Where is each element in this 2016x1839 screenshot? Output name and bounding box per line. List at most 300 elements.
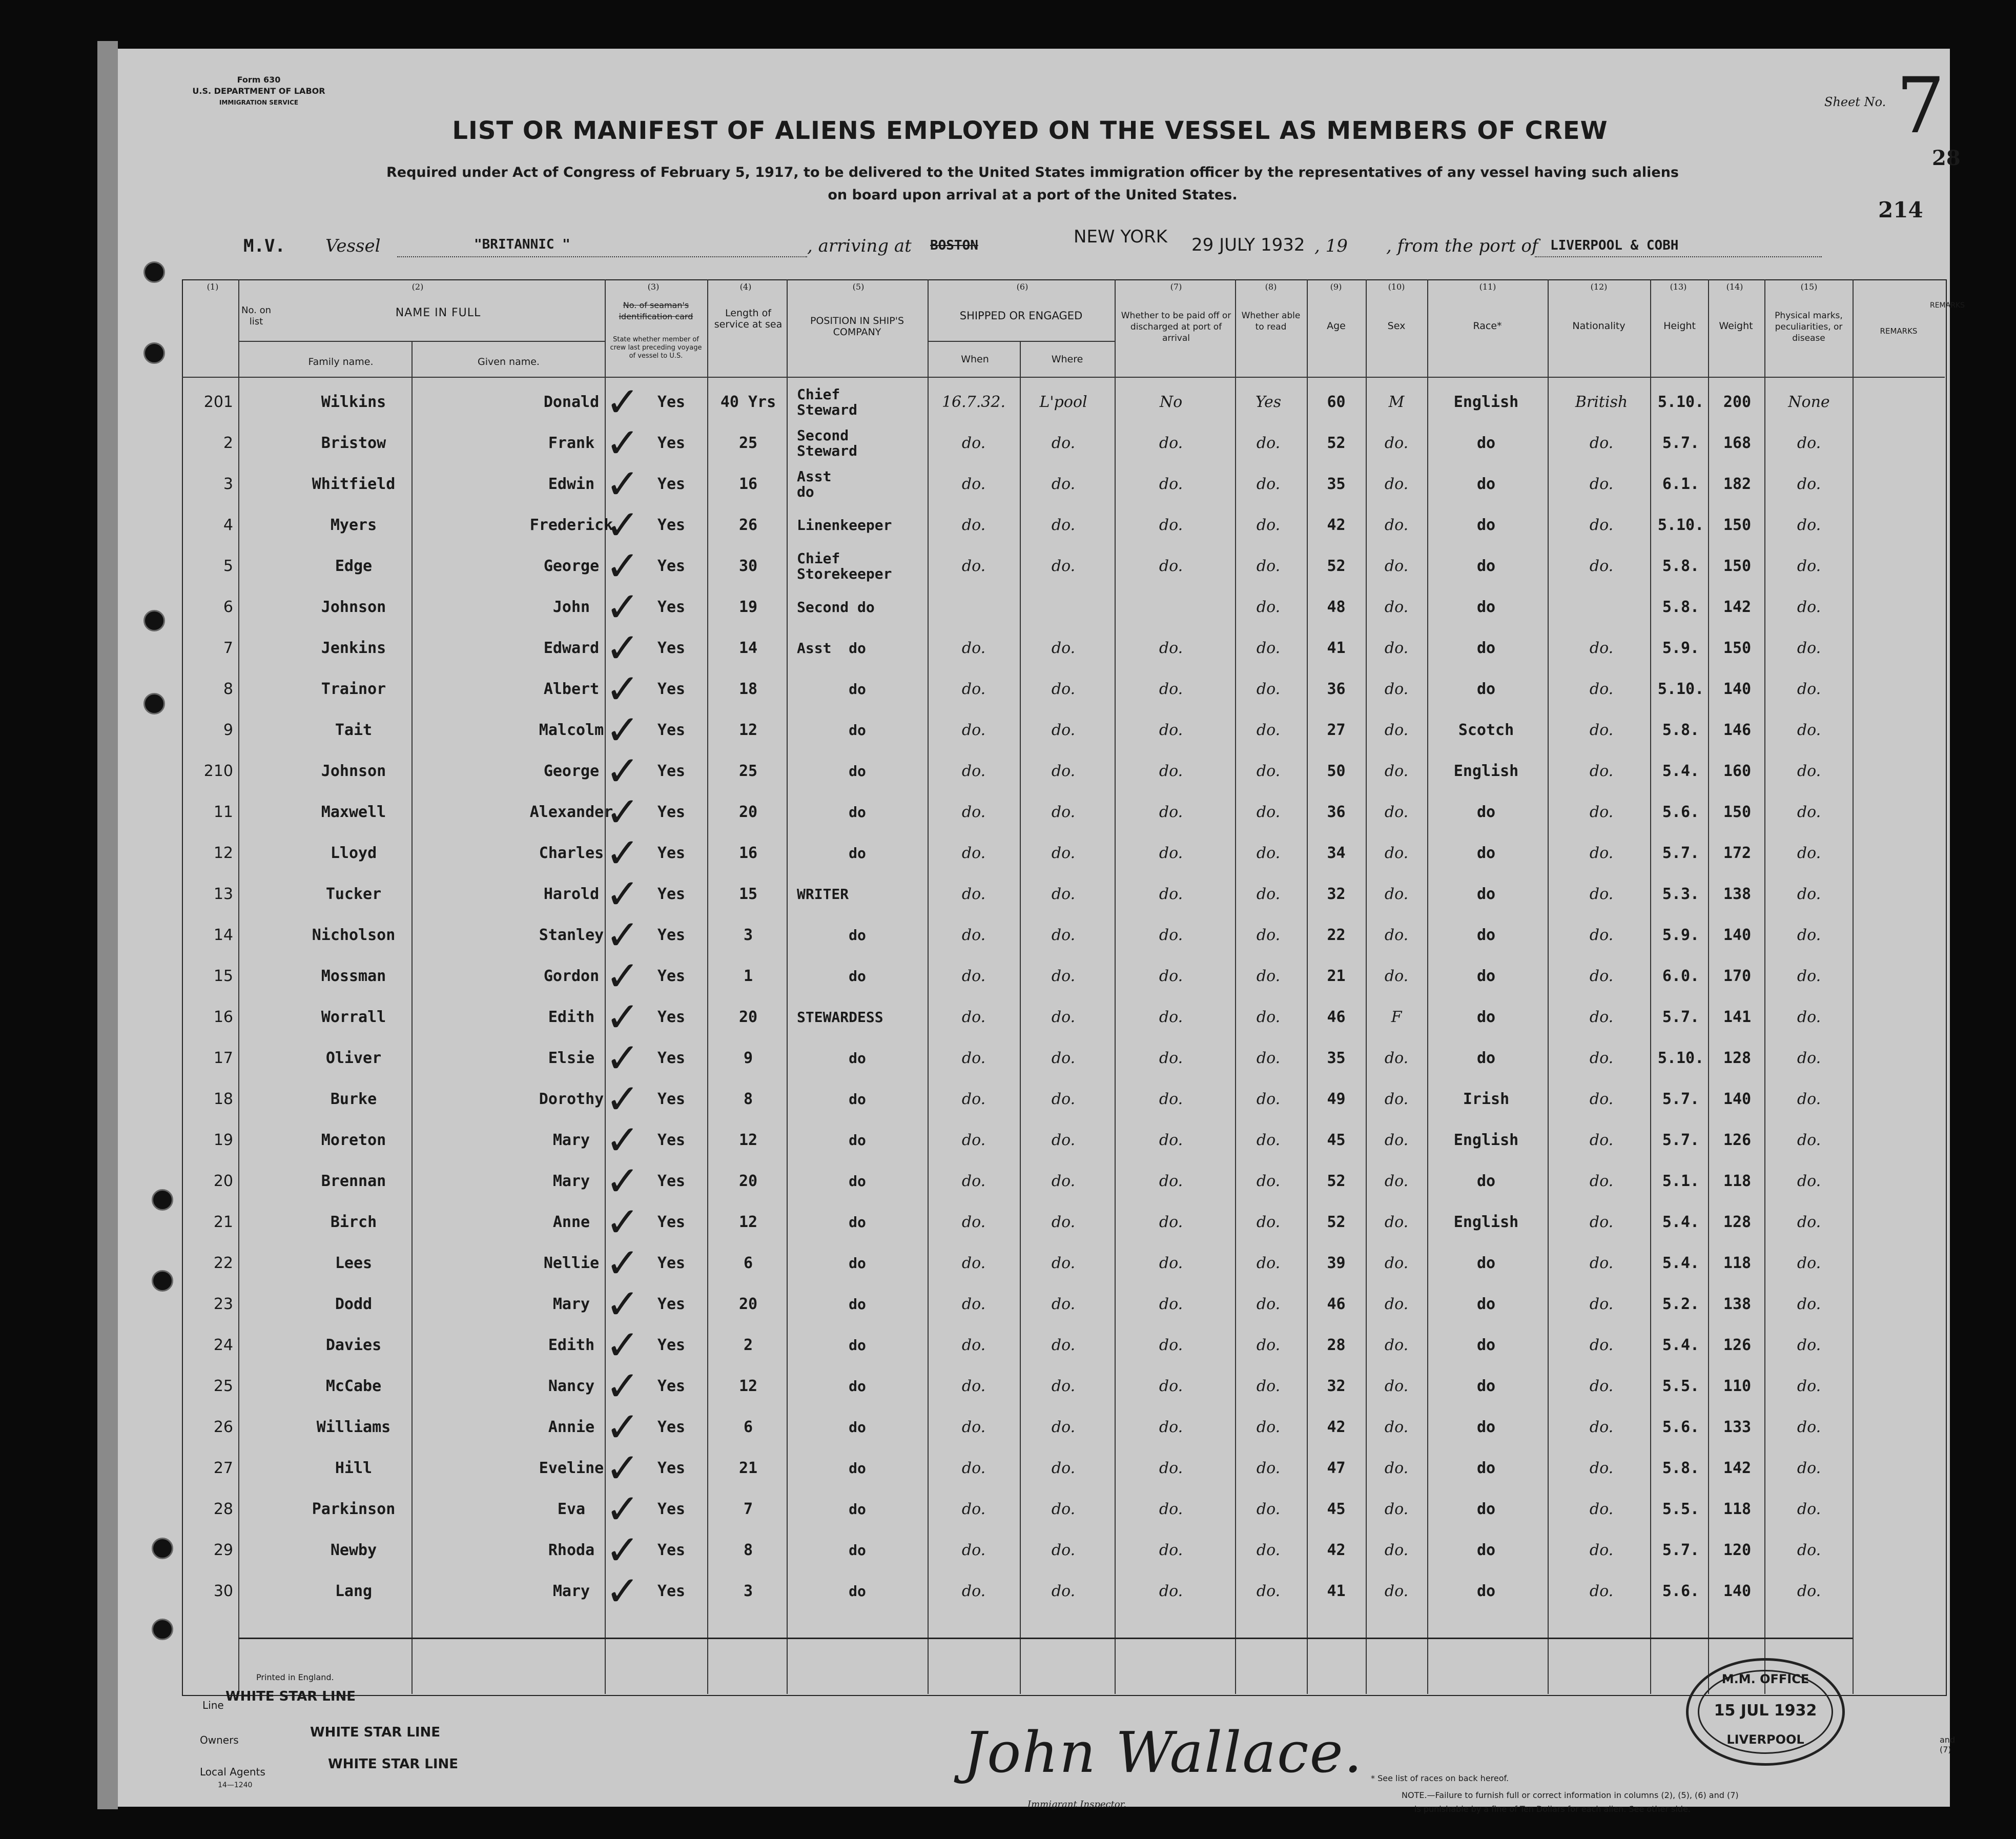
form-number: Form 630 (237, 75, 281, 85)
length-of-service: 25 (738, 762, 758, 780)
engaged-where: do. (1051, 639, 1076, 657)
row-number: 4 (223, 516, 233, 534)
table-row (110, 1444, 1950, 1494)
family-name: Johnson (321, 598, 386, 616)
table-row (110, 419, 1950, 469)
row-number: 17 (213, 1049, 233, 1067)
nationality: do. (1589, 844, 1614, 862)
sex: do. (1384, 1418, 1409, 1436)
nationality: do. (1589, 885, 1614, 903)
binder-hole (143, 342, 165, 364)
row-number: 6 (223, 598, 233, 616)
weight: 128 (1723, 1049, 1752, 1067)
age: 50 (1327, 762, 1346, 780)
age: 28 (1327, 1336, 1346, 1354)
table-row (110, 1157, 1950, 1207)
engaged-where: do. (1051, 1090, 1076, 1108)
age: 36 (1327, 680, 1346, 698)
check-mark-icon: ✓ (605, 1444, 640, 1492)
row-number: 11 (213, 803, 233, 821)
previous-voyage: Yes (657, 639, 686, 657)
header-given-name: Given name. (478, 356, 540, 367)
previous-voyage: Yes (657, 1418, 686, 1436)
able-to-read: do. (1256, 721, 1281, 739)
col-num-8: (8) (1265, 282, 1277, 292)
sex: do. (1384, 1459, 1409, 1477)
sex: do. (1384, 516, 1409, 534)
engaged-when: do. (961, 803, 986, 821)
height: 5.7. (1662, 1008, 1700, 1026)
sex: F (1391, 1008, 1402, 1026)
check-mark-icon: ✓ (605, 952, 640, 1000)
weight: 128 (1723, 1213, 1752, 1231)
previous-voyage: Yes (657, 967, 686, 985)
col-num-9: (9) (1330, 282, 1342, 292)
header-bottom-rule (182, 377, 1945, 378)
nationality: do. (1589, 1336, 1614, 1354)
paid-off: do. (1159, 1459, 1183, 1477)
table-row (110, 460, 1950, 510)
height: 5.3. (1662, 885, 1700, 903)
ship-position: do (797, 1173, 866, 1190)
physical-marks: do. (1797, 1213, 1821, 1231)
engaged-when: do. (961, 721, 986, 739)
page-title: LIST OR MANIFEST OF ALIENS EMPLOYED ON THE VESSEL AS MEMBERS OF CREW (452, 116, 1608, 145)
age: 45 (1327, 1500, 1346, 1518)
weight: 140 (1723, 926, 1752, 944)
check-mark-icon: ✓ (605, 1280, 640, 1328)
sex: M (1388, 393, 1405, 411)
family-name: Wilkins (321, 393, 386, 411)
binder-hole (152, 1538, 173, 1559)
engaged-when: do. (961, 762, 986, 780)
able-to-read: do. (1256, 1295, 1281, 1313)
physical-marks: do. (1797, 721, 1821, 739)
engaged-where: do. (1051, 1131, 1076, 1149)
col-num-2: (2) (412, 282, 424, 292)
race: do (1476, 1008, 1496, 1026)
weight: 142 (1723, 1459, 1752, 1477)
engaged-when: do. (961, 434, 986, 452)
check-mark-icon: ✓ (605, 665, 640, 713)
table-row (110, 747, 1950, 797)
physical-marks: do. (1797, 1090, 1821, 1108)
race: Irish (1463, 1090, 1510, 1108)
weight: 126 (1723, 1131, 1752, 1149)
table-row (110, 1280, 1950, 1330)
given-name: Harold (543, 885, 600, 903)
weight: 172 (1723, 844, 1752, 862)
able-to-read: do. (1256, 1090, 1281, 1108)
physical-marks: do. (1797, 639, 1821, 657)
ship-position: do (797, 763, 866, 780)
given-name: Nancy (548, 1377, 595, 1395)
sheet-number: 7 (1896, 62, 1945, 151)
paid-off: do. (1159, 1418, 1183, 1436)
row-number: 26 (213, 1418, 233, 1436)
race: do (1476, 1172, 1496, 1190)
check-mark-icon: ✓ (605, 1116, 640, 1164)
table-row (110, 1485, 1950, 1535)
previous-voyage: Yes (657, 1541, 686, 1559)
physical-marks: do. (1797, 926, 1821, 944)
previous-voyage: Yes (657, 1377, 686, 1395)
height: 5.10. (1657, 680, 1704, 698)
table-row (110, 1526, 1950, 1576)
height: 5.10. (1657, 393, 1704, 411)
check-mark-icon: ✓ (605, 911, 640, 959)
table-row (110, 952, 1950, 1002)
arriving-struck: BOSTON (930, 238, 978, 253)
physical-marks: do. (1797, 434, 1821, 452)
col-num-3: (3) (647, 282, 660, 292)
physical-marks: do. (1797, 844, 1821, 862)
row-number: 5 (223, 557, 233, 575)
previous-voyage: Yes (657, 475, 686, 493)
given-name: Frank (548, 434, 595, 452)
owners-value: WHITE STAR LINE (310, 1725, 441, 1740)
check-mark-icon: ✓ (605, 829, 640, 877)
previous-voyage: Yes (657, 721, 686, 739)
family-name: Edge (335, 557, 373, 575)
ship-position: STEWARDESS (797, 1009, 883, 1026)
nationality: do. (1589, 475, 1614, 493)
previous-voyage: Yes (657, 1582, 686, 1600)
nationality: do. (1589, 926, 1614, 944)
engaged-where: do. (1051, 1295, 1076, 1313)
given-name: George (543, 557, 600, 575)
family-name: Davies (325, 1336, 382, 1354)
stamp-bottom-text: LIVERPOOL (1726, 1732, 1804, 1747)
height: 6.1. (1662, 475, 1700, 493)
physical-marks: do. (1797, 1254, 1821, 1272)
ship-position: do (797, 1255, 866, 1272)
family-name: Burke (330, 1090, 377, 1108)
sex: do. (1384, 1541, 1409, 1559)
physical-marks: do. (1797, 1582, 1821, 1600)
vessel-line (243, 227, 1832, 261)
given-name: George (543, 762, 600, 780)
able-to-read: do. (1256, 1213, 1281, 1231)
table-row (110, 911, 1950, 961)
previous-voyage: Yes (657, 1213, 686, 1231)
given-name: Stanley (539, 926, 604, 944)
col-num-1: (1) (207, 282, 219, 292)
ship-position: do (797, 1337, 866, 1354)
length-of-service: 20 (738, 1172, 758, 1190)
able-to-read: do. (1256, 885, 1281, 903)
subtitle-line-2: on board upon arrival at a port of the United States. (828, 187, 1238, 203)
able-to-read: do. (1256, 1254, 1281, 1272)
weight: 150 (1723, 557, 1752, 575)
length-of-service: 20 (738, 1008, 758, 1026)
engaged-when: do. (961, 1541, 986, 1559)
col-num-11: (11) (1479, 282, 1496, 292)
race: do (1476, 1582, 1496, 1600)
sheet-label: Sheet No. (1824, 95, 1886, 109)
height: 5.4. (1662, 1336, 1700, 1354)
nationality: do. (1589, 639, 1614, 657)
ship-position: Second Steward (797, 427, 858, 459)
table-row (110, 665, 1950, 715)
race: do (1476, 1418, 1496, 1436)
family-name: McCabe (325, 1377, 382, 1395)
given-name: Nellie (543, 1254, 600, 1272)
check-mark-icon: ✓ (605, 583, 640, 631)
length-of-service: 16 (738, 844, 758, 862)
engaged-when: do. (961, 1500, 986, 1518)
length-of-service: 8 (743, 1541, 753, 1559)
paid-off: do. (1159, 1582, 1183, 1600)
physical-marks: do. (1797, 1541, 1821, 1559)
binder-hole (143, 261, 165, 283)
family-name: Lees (335, 1254, 373, 1272)
given-name: Edwin (548, 475, 595, 493)
col-num-15: (15) (1800, 282, 1818, 292)
age: 48 (1327, 598, 1346, 616)
age: 42 (1327, 1418, 1346, 1436)
weight: 170 (1723, 967, 1752, 985)
paid-off: do. (1159, 762, 1183, 780)
height: 5.9. (1662, 926, 1700, 944)
row-number: 210 (203, 762, 233, 780)
previous-voyage: Yes (657, 516, 686, 534)
nationality: do. (1589, 803, 1614, 821)
nationality: do. (1589, 434, 1614, 452)
given-name: Malcolm (539, 721, 604, 739)
length-of-service: 9 (743, 1049, 753, 1067)
previous-voyage: Yes (657, 393, 686, 411)
sex: do. (1384, 844, 1409, 862)
sex: do. (1384, 1295, 1409, 1313)
weight: 110 (1723, 1377, 1752, 1395)
age: 52 (1327, 434, 1346, 452)
able-to-read: do. (1256, 1172, 1281, 1190)
given-name: Mary (552, 1582, 590, 1600)
able-to-read: do. (1256, 434, 1281, 452)
physical-marks: do. (1797, 762, 1821, 780)
given-name: Gordon (543, 967, 600, 985)
length-of-service: 8 (743, 1090, 753, 1108)
engaged-where: do. (1051, 885, 1076, 903)
length-of-service: 18 (738, 680, 758, 698)
sex: do. (1384, 803, 1409, 821)
ship-position: do (797, 845, 866, 862)
table-row (110, 1198, 1950, 1248)
check-mark-icon: ✓ (605, 460, 640, 508)
height: 5.8. (1662, 1459, 1700, 1477)
ship-position: do (797, 1583, 866, 1600)
height: 5.6. (1662, 803, 1700, 821)
race: do (1476, 926, 1496, 944)
engaged-when: do. (961, 1172, 986, 1190)
check-mark-icon: ✓ (605, 624, 640, 672)
engaged-when: do. (961, 1459, 986, 1477)
ship-position: do (797, 1091, 866, 1108)
from-label: , from the port of (1386, 236, 1538, 256)
department-label: U.S. DEPARTMENT OF LABOR (192, 86, 325, 96)
col-num-4: (4) (739, 282, 752, 292)
physical-marks: do. (1797, 967, 1821, 985)
physical-marks: do. (1797, 1377, 1821, 1395)
previous-voyage: Yes (657, 1254, 686, 1272)
engaged-where: do. (1051, 967, 1076, 985)
engaged-when: 16.7.32. (941, 393, 1006, 411)
table-row (110, 993, 1950, 1043)
ship-position: do (797, 1214, 866, 1231)
physical-marks: do. (1797, 1295, 1821, 1313)
ship-position: do (797, 1296, 866, 1313)
family-name: Tait (335, 721, 373, 739)
age: 34 (1327, 844, 1346, 862)
col-num-13: (13) (1670, 282, 1687, 292)
nationality: do. (1589, 680, 1614, 698)
weight: 140 (1723, 1090, 1752, 1108)
age: 22 (1327, 926, 1346, 944)
header-physical: Physical marks, peculiarities, or disease (1775, 311, 1843, 343)
able-to-read: do. (1256, 680, 1281, 698)
paid-off: do. (1159, 639, 1183, 657)
arriving-port: NEW YORK (1074, 227, 1167, 247)
table-row (110, 829, 1950, 879)
subtitle-line-1: Required under Act of Congress of February 5, 1917, to be delivered to the United States immigration officer by the representatives of any vessel having such aliens (386, 165, 1679, 180)
race: English (1453, 762, 1519, 780)
table-row (110, 870, 1950, 920)
length-of-service: 26 (738, 516, 758, 534)
check-mark-icon: ✓ (605, 1526, 640, 1574)
previous-voyage: Yes (657, 598, 686, 616)
engaged-where: L'pool (1039, 393, 1087, 411)
age: 21 (1327, 967, 1346, 985)
age: 49 (1327, 1090, 1346, 1108)
family-name: Parkinson (312, 1500, 396, 1518)
paid-off: do. (1159, 1008, 1183, 1026)
engaged-where: do. (1051, 1500, 1076, 1518)
check-mark-icon: ✓ (605, 706, 640, 754)
age: 32 (1327, 885, 1346, 903)
paid-off: do. (1159, 967, 1183, 985)
weight: 133 (1723, 1418, 1752, 1436)
sex: do. (1384, 639, 1409, 657)
given-name: Albert (543, 680, 600, 698)
penalty-note-2: is punishable by a fine of Ten Dollars for each alien. See other side. (1414, 1804, 1691, 1814)
header-paid-off: Whether to be paid off or discharged at port of arrival (1121, 311, 1231, 343)
able-to-read: do. (1256, 557, 1281, 575)
weight: 118 (1723, 1500, 1752, 1518)
family-name: Johnson (321, 762, 386, 780)
sex: do. (1384, 926, 1409, 944)
engaged-where: do. (1051, 1336, 1076, 1354)
sex: do. (1384, 1582, 1409, 1600)
paid-off: do. (1159, 1336, 1183, 1354)
family-name: Dodd (335, 1295, 373, 1313)
engaged-when: do. (961, 844, 986, 862)
header-when: When (961, 354, 989, 365)
weight: 140 (1723, 1582, 1752, 1600)
race: do (1476, 885, 1496, 903)
length-of-service: 30 (738, 557, 758, 575)
ship-position: do (797, 681, 866, 698)
owners-label: Owners (200, 1734, 239, 1746)
paid-off: do. (1159, 926, 1183, 944)
header-able-read: Whether able to read (1241, 311, 1301, 332)
sex: do. (1384, 1131, 1409, 1149)
given-name: Frederick (529, 516, 613, 534)
engaged-where: do. (1051, 721, 1076, 739)
ship-position: do (797, 1419, 866, 1436)
weight: 141 (1723, 1008, 1752, 1026)
sex: do. (1384, 1090, 1409, 1108)
previous-voyage: Yes (657, 1459, 686, 1477)
sex: do. (1384, 721, 1409, 739)
check-mark-icon: ✓ (605, 1321, 640, 1369)
sex: do. (1384, 680, 1409, 698)
col-num-6: (6) (1016, 282, 1028, 292)
weight: 182 (1723, 475, 1752, 493)
previous-voyage: Yes (657, 926, 686, 944)
check-mark-icon: ✓ (605, 1075, 640, 1123)
family-name: Brennan (321, 1172, 386, 1190)
family-name: Moreton (321, 1131, 386, 1149)
check-mark-icon: ✓ (605, 542, 640, 590)
able-to-read: Yes (1255, 393, 1282, 411)
edge-note: and (7) (1940, 1735, 1956, 1754)
row-number: 24 (213, 1336, 233, 1354)
weight: 140 (1723, 680, 1752, 698)
family-name: Myers (330, 516, 377, 534)
length-of-service: 6 (743, 1418, 753, 1436)
able-to-read: do. (1256, 639, 1281, 657)
check-mark-icon: ✓ (605, 1567, 640, 1615)
sex: do. (1384, 1336, 1409, 1354)
row-number: 13 (213, 885, 233, 903)
row-number: 14 (213, 926, 233, 944)
engaged-when: do. (961, 475, 986, 493)
able-to-read: do. (1256, 1008, 1281, 1026)
family-name: Mossman (321, 967, 386, 985)
header-id-card: No. of seaman's identification card (619, 300, 693, 321)
sex: do. (1384, 1377, 1409, 1395)
manifest-number: 214 (1878, 197, 1923, 222)
nationality: do. (1589, 1500, 1614, 1518)
previous-voyage: Yes (657, 885, 686, 903)
able-to-read: do. (1256, 967, 1281, 985)
nationality: do. (1589, 967, 1614, 985)
engaged-where: do. (1051, 1213, 1076, 1231)
stamp-date: 15 JUL 1932 (1714, 1702, 1817, 1720)
table-end-rule (238, 1638, 1853, 1639)
previous-voyage: Yes (657, 1049, 686, 1067)
nationality: do. (1589, 1131, 1614, 1149)
race: English (1453, 1131, 1519, 1149)
sex: do. (1384, 967, 1409, 985)
engaged-when: do. (961, 1049, 986, 1067)
able-to-read: do. (1256, 1500, 1281, 1518)
nationality: do. (1589, 1172, 1614, 1190)
height: 5.6. (1662, 1418, 1700, 1436)
age: 47 (1327, 1459, 1346, 1477)
paid-off: do. (1159, 1295, 1183, 1313)
sex: do. (1384, 475, 1409, 493)
engaged-when: do. (961, 926, 986, 944)
row-number: 12 (213, 844, 233, 862)
arriving-label: , arriving at (807, 236, 912, 256)
line-label: Line (202, 1699, 224, 1711)
col-num-7: (7) (1170, 282, 1182, 292)
age: 52 (1327, 1213, 1346, 1231)
agents-code: 14—1240 (218, 1781, 253, 1789)
engaged-when: do. (961, 1213, 986, 1231)
